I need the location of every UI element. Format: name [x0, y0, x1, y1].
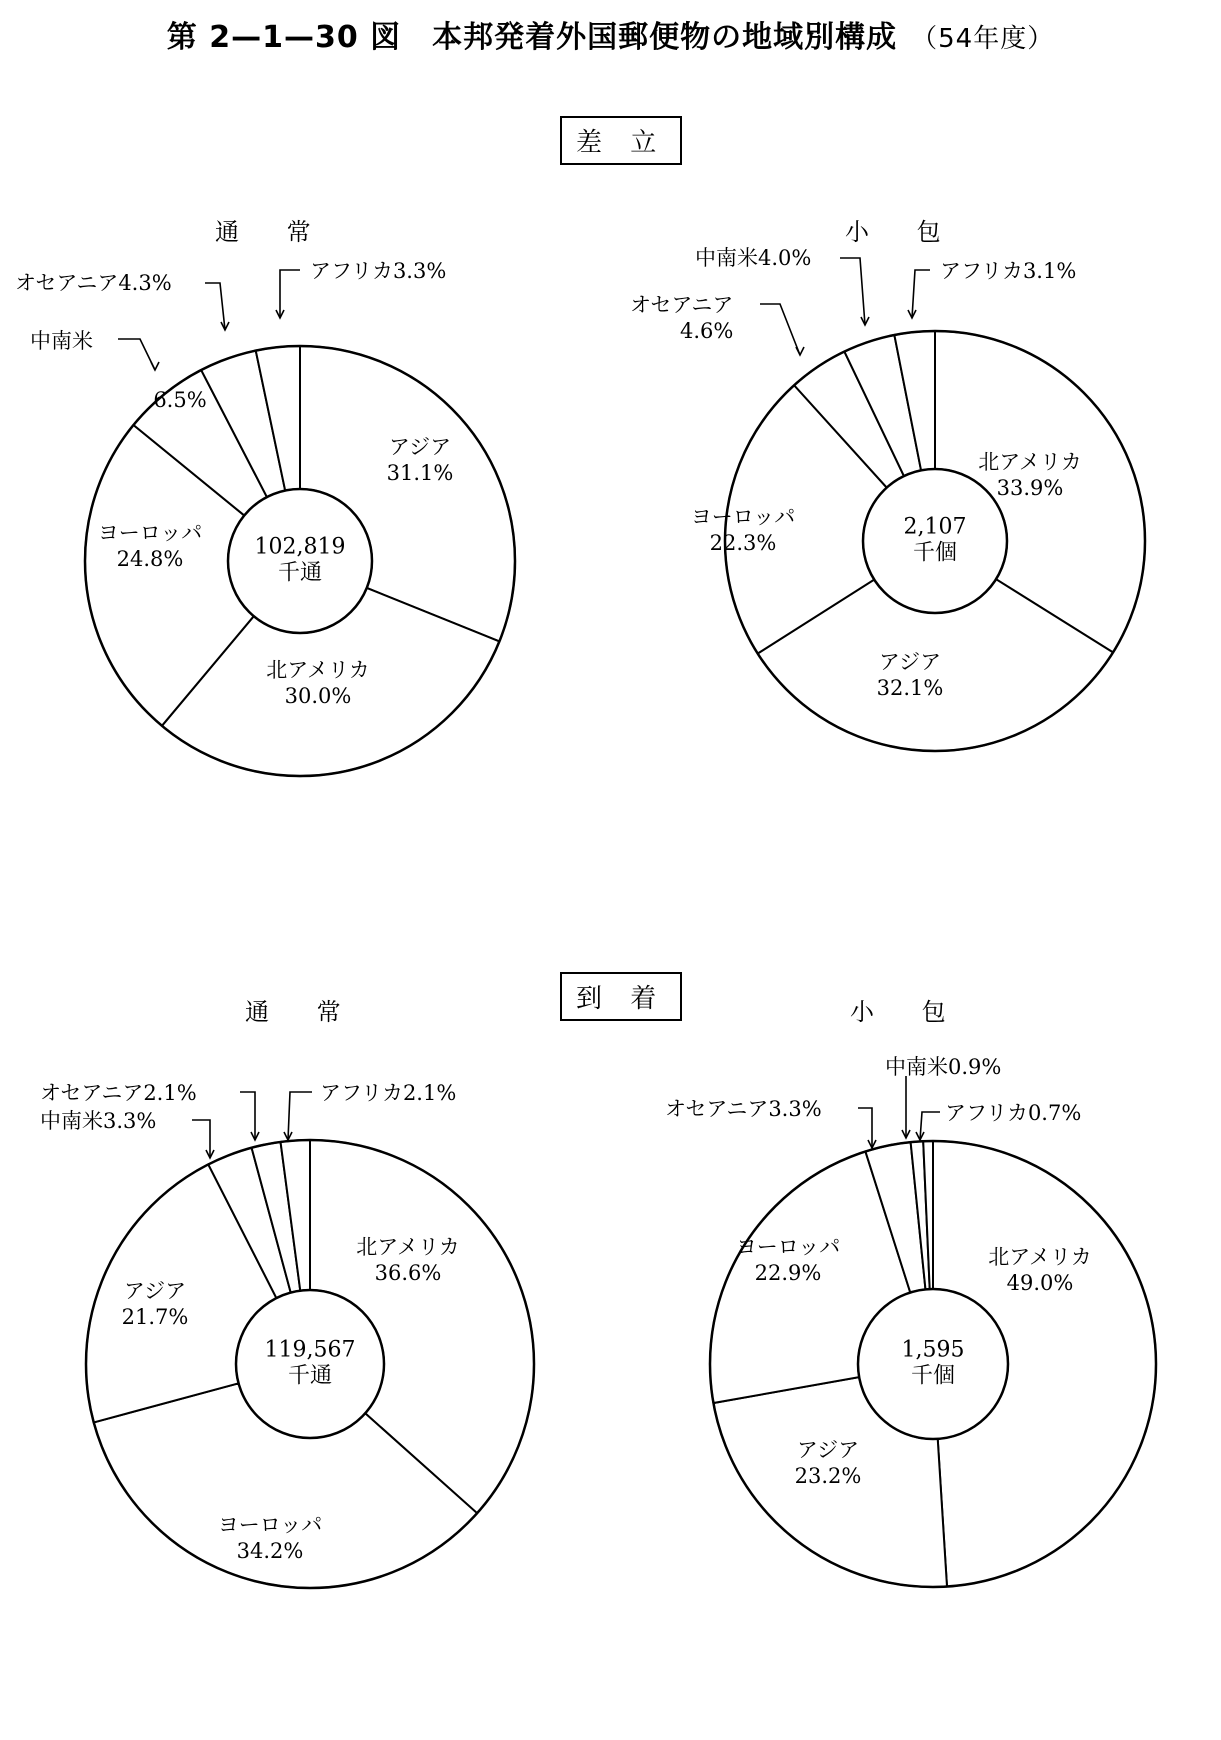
- slice-callout-label: 中南米: [30, 329, 93, 353]
- slice-name: ヨーロッパ: [735, 1234, 841, 1259]
- slice-callout-label: アフリカ0.7%: [945, 1101, 1082, 1125]
- center-value: 102,819: [254, 534, 346, 560]
- slice-label: [877, 649, 944, 702]
- slice-callout-label: アフリカ2.1%: [320, 1081, 457, 1105]
- callout-arrow: [151, 362, 159, 370]
- slice-label: [736, 1234, 841, 1287]
- slice-callout-label: 中南米3.3%: [40, 1109, 157, 1133]
- slice-value: 33.9%: [996, 476, 1064, 500]
- page-title-text: 第 2—1—30 図 本邦発着外国郵便物の地域別構成: [166, 20, 898, 55]
- slice-value: 23.2%: [794, 1464, 862, 1488]
- slice-label: [266, 657, 370, 710]
- center-value: 119,567: [264, 1337, 356, 1363]
- slice-callout-label: オセアニア2.1%: [40, 1081, 197, 1105]
- slice-name: 北アメリカ: [988, 1244, 1092, 1269]
- callout-leader: [858, 1108, 872, 1148]
- slice-label: [218, 1512, 323, 1565]
- callout-name: オセアニア: [630, 293, 734, 317]
- page-title: [0, 12, 1221, 56]
- slice-value: 32.1%: [876, 676, 944, 700]
- slice-value: 22.3%: [709, 531, 777, 555]
- center-unit: 千個: [910, 1364, 956, 1389]
- slice-name: 北アメリカ: [356, 1234, 460, 1259]
- callout-arrow: [796, 347, 804, 355]
- slice-label: [691, 504, 796, 557]
- chart-dispatch-ordinary: [0, 220, 600, 920]
- slice-name: アジア: [123, 1278, 187, 1303]
- slice-value: 21.7%: [121, 1305, 189, 1329]
- center-unit: 千通: [287, 1364, 333, 1389]
- slice-value: 30.0%: [284, 684, 352, 708]
- slice-label: [988, 1244, 1092, 1297]
- callout-leader: [920, 1112, 940, 1140]
- slice-label: [795, 1437, 862, 1490]
- callout-value: 4.6%: [680, 319, 734, 344]
- center-value: 2,107: [903, 514, 967, 540]
- callout-leader: [912, 270, 930, 318]
- section-dispatch-label: 差 立: [560, 116, 682, 165]
- chart-arrival-ordinary: [0, 998, 600, 1740]
- callout-leader: [240, 1092, 255, 1140]
- slice-callout-label: 中南米0.9%: [885, 1055, 1002, 1079]
- slice-label: [387, 434, 454, 487]
- slice-name: アジア: [878, 649, 942, 674]
- section-arrival-label: 到 着: [560, 972, 682, 1021]
- slice-name: ヨーロッパ: [97, 520, 203, 545]
- slice-value: 31.1%: [386, 461, 454, 485]
- slice-name: ヨーロッパ: [690, 504, 796, 529]
- slice-name: ヨーロッパ: [217, 1512, 323, 1537]
- slice-value: 24.8%: [116, 547, 184, 571]
- slice-label: [356, 1234, 460, 1287]
- slice-value: 22.9%: [754, 1261, 822, 1285]
- chart-dispatch-parcel: [610, 220, 1210, 920]
- slice-label: [122, 1278, 189, 1331]
- slice-value: 34.2%: [236, 1539, 304, 1563]
- page-title-suffix: （54年度）: [911, 24, 1055, 54]
- slice-value: 49.0%: [1006, 1271, 1074, 1295]
- slice-callout-label: アフリカ3.1%: [940, 259, 1077, 283]
- pie-center-total: [904, 515, 967, 568]
- callout-leader: [118, 339, 155, 370]
- slice-callout-label: オセアニア3.3%: [665, 1097, 822, 1121]
- pie-center-total: [265, 1338, 356, 1391]
- slice-callout-label: 中南米4.0%: [695, 246, 812, 270]
- panel-title: 小 包: [845, 218, 961, 246]
- slice-label: [978, 449, 1082, 502]
- center-value: 1,595: [901, 1337, 965, 1363]
- slice-name: アジア: [388, 434, 452, 459]
- panel-title: 通 常: [215, 218, 331, 246]
- slice-name: アジア: [796, 1437, 860, 1462]
- callout-leader: [760, 304, 800, 355]
- panel-title: 通 常: [245, 998, 361, 1026]
- slice-value-label: 6.5%: [153, 387, 207, 412]
- panel-title: 小 包: [850, 998, 966, 1026]
- pie-center-total: [255, 535, 346, 588]
- callout-leader: [840, 258, 865, 325]
- slice-callout-label: [630, 292, 733, 345]
- center-unit: 千通: [277, 561, 323, 586]
- pie-center-total: [902, 1338, 965, 1391]
- slice-name: 北アメリカ: [978, 449, 1082, 474]
- chart-arrival-parcel: [610, 998, 1210, 1740]
- slice-callout-label: アフリカ3.3%: [310, 259, 447, 283]
- slice-label: [98, 520, 203, 573]
- slice-name: 北アメリカ: [266, 657, 370, 682]
- slice-value: 36.6%: [374, 1261, 442, 1285]
- center-unit: 千個: [912, 541, 958, 566]
- slice-callout-label: オセアニア4.3%: [15, 271, 172, 295]
